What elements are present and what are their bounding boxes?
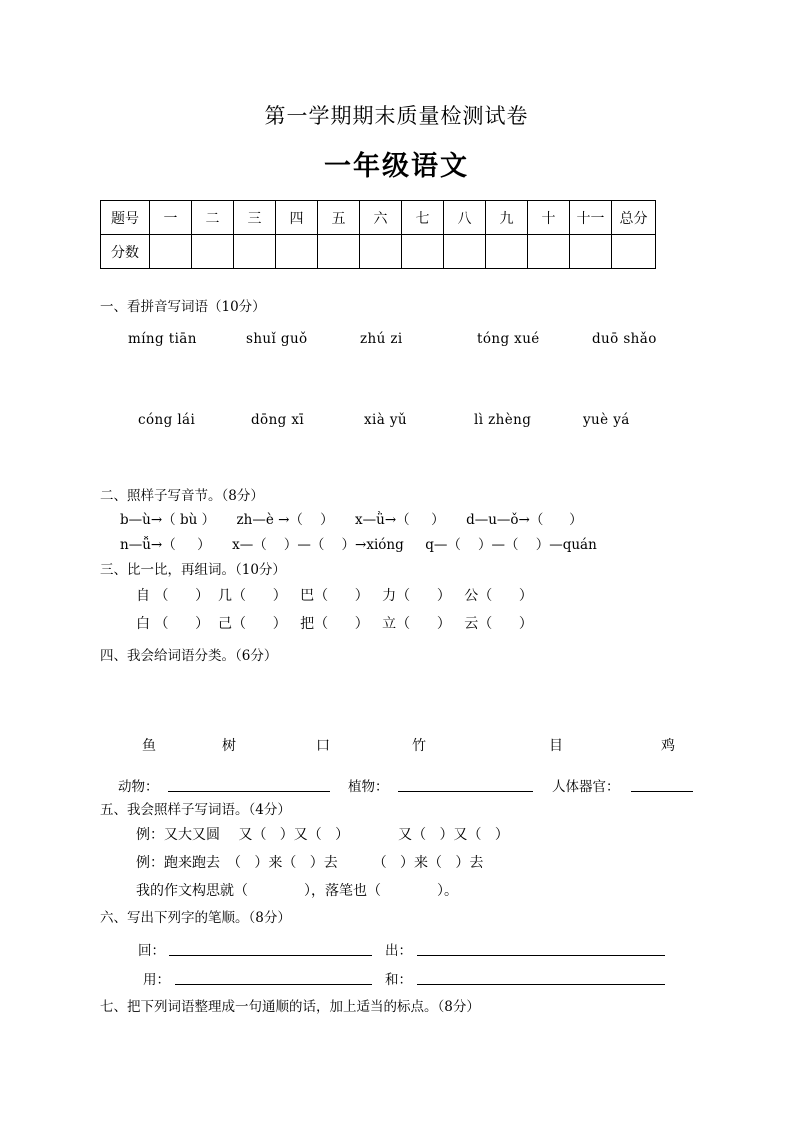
page-title: 第一学期期末质量检测试卷 xyxy=(264,104,529,128)
q1-pinyin-4: tóng xué xyxy=(477,331,540,347)
table-row-question-numbers xyxy=(101,201,656,235)
score-cell-q4[interactable] xyxy=(276,235,318,269)
q3-line-1[interactable]: 自 （ ） 几（ ） 巴（ ） 力（ ） 公（ ） xyxy=(136,588,533,604)
table-header-score: 分数 xyxy=(101,235,150,269)
q6-char-3-label: 用： xyxy=(143,972,170,988)
table-header-q3: 三 xyxy=(234,201,276,235)
q1-pinyin-1: míng tiān xyxy=(128,331,197,347)
q4-word-3: 口 xyxy=(316,738,330,754)
score-cell-q9[interactable] xyxy=(486,235,528,269)
q6-char-4-input[interactable] xyxy=(417,984,665,985)
q4-word-2: 树 xyxy=(222,738,236,754)
q1-pinyin-9: lì zhèng xyxy=(474,412,532,428)
table-header-q8: 八 xyxy=(444,201,486,235)
question-7-heading: 七、把下列词语整理成一句通顺的话，加上适当的标点。（8分） xyxy=(100,999,480,1015)
table-header-q7: 七 xyxy=(402,201,444,235)
q5-line-1[interactable]: 例：又大又圆 又（ ）又（ ） 又（ ）又（ ） xyxy=(136,827,509,843)
score-cell-total[interactable] xyxy=(612,235,656,269)
table-header-q9: 九 xyxy=(486,201,528,235)
q5-line-2[interactable]: 例：跑来跑去 （ ）来（ ）去 （ ）来（ ）去 xyxy=(136,855,484,871)
q6-char-2-label: 出： xyxy=(385,943,412,959)
q4-word-4: 竹 xyxy=(412,738,426,754)
q1-pinyin-7: dōng xī xyxy=(251,412,305,428)
q6-char-1-input[interactable] xyxy=(169,955,372,956)
q6-char-2-input[interactable] xyxy=(417,955,665,956)
question-4-heading: 四、我会给词语分类。（6分） xyxy=(100,648,278,664)
q1-pinyin-6: cóng lái xyxy=(138,412,196,428)
score-cell-q1[interactable] xyxy=(150,235,192,269)
table-row-scores xyxy=(101,235,656,269)
q1-pinyin-8: xià yǔ xyxy=(364,412,407,428)
q6-char-4-label: 和： xyxy=(385,972,412,988)
table-header-q10: 十 xyxy=(528,201,570,235)
q4-category-body-label: 人体器官： xyxy=(552,779,620,795)
score-cell-q3[interactable] xyxy=(234,235,276,269)
q1-pinyin-5: duō shǎo xyxy=(592,331,657,347)
page-subtitle: 一年级语文 xyxy=(324,151,469,182)
q4-category-animals-label: 动物： xyxy=(118,779,159,795)
table-header-q4: 四 xyxy=(276,201,318,235)
q2-line-1[interactable]: b—ù→（ bù ） zh—è →（ ） x—ǜ→（ ） d—u—ǒ→（ ） xyxy=(120,512,583,528)
table-header-total: 总分 xyxy=(612,201,656,235)
table-header-q1: 一 xyxy=(150,201,192,235)
table-header-q2: 二 xyxy=(192,201,234,235)
score-cell-q11[interactable] xyxy=(570,235,612,269)
question-1-heading: 一、看拼音写词语（10分） xyxy=(100,299,266,315)
q3-line-2[interactable]: 白 （ ） 己（ ） 把（ ） 立（ ） 云（ ） xyxy=(136,616,533,632)
q4-category-plants-input[interactable] xyxy=(398,791,533,792)
q5-line-3[interactable]: 我的作文构思就（ ），落笔也（ ）。 xyxy=(136,883,458,899)
q4-word-6: 鸡 xyxy=(661,738,675,754)
question-3-heading: 三、比一比，再组词。（10分） xyxy=(100,562,286,578)
question-5-heading: 五、我会照样子写词语。（4分） xyxy=(100,802,291,818)
q6-char-3-input[interactable] xyxy=(175,984,372,985)
q1-pinyin-2: shuǐ guǒ xyxy=(246,331,308,347)
q6-char-1-label: 回： xyxy=(138,943,165,959)
table-header-q5: 五 xyxy=(318,201,360,235)
table-header-q6: 六 xyxy=(360,201,402,235)
score-table xyxy=(100,200,656,269)
question-6-heading: 六、写出下列字的笔顺。（8分） xyxy=(100,910,291,926)
score-cell-q7[interactable] xyxy=(402,235,444,269)
table-header-q11: 十一 xyxy=(570,201,612,235)
score-cell-q5[interactable] xyxy=(318,235,360,269)
q1-pinyin-10: yuè yá xyxy=(583,412,630,428)
q4-category-animals-input[interactable] xyxy=(168,791,330,792)
question-2-heading: 二、照样子写音节。（8分） xyxy=(100,488,264,504)
q2-line-2[interactable]: n—ǚ→（ ） x—（ ）—（ ）→xióng q—（ ）—（ ）—quán xyxy=(120,537,597,553)
q1-pinyin-3: zhú zi xyxy=(360,331,403,347)
table-header-question-number: 题号 xyxy=(101,201,150,235)
q4-category-plants-label: 植物： xyxy=(348,779,389,795)
q4-word-5: 目 xyxy=(549,738,563,754)
score-cell-q6[interactable] xyxy=(360,235,402,269)
score-cell-q8[interactable] xyxy=(444,235,486,269)
score-cell-q10[interactable] xyxy=(528,235,570,269)
q4-category-body-input[interactable] xyxy=(631,791,693,792)
q4-word-1: 鱼 xyxy=(142,738,156,754)
score-cell-q2[interactable] xyxy=(192,235,234,269)
